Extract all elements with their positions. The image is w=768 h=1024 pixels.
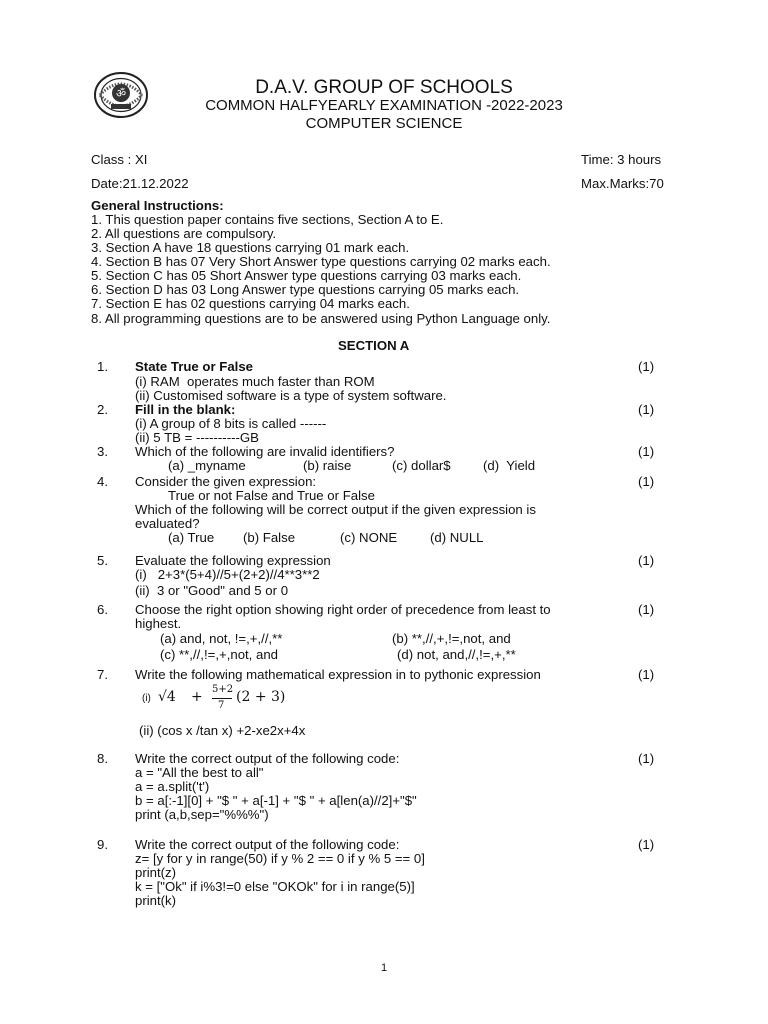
formula-sqrt: √4: [158, 689, 176, 705]
question-text: Write the correct output of the following code:: [135, 751, 400, 766]
exam-title: COMMON HALFYEARLY EXAMINATION -2022-2023: [205, 97, 563, 114]
question-marks: (1): [638, 402, 655, 417]
code-line: b = a[:-1][0] + "$ " + a[-1] + "$ " + a[len(a)//2]+"$": [135, 793, 417, 808]
class-label: Class : XI: [91, 152, 148, 167]
instructions-title: General Instructions:: [91, 198, 224, 213]
time-label: Time: 3 hours: [581, 152, 662, 167]
max-marks-label: Max.Marks:70: [581, 176, 664, 191]
question-text: Evaluate the following expression: [135, 553, 331, 568]
question-marks: (1): [638, 751, 655, 766]
formula-denominator: 7: [218, 700, 225, 711]
question-line: (ii) (cos x /tan x) +2-xe2x+4x: [139, 723, 306, 738]
question-marks: (1): [638, 837, 655, 852]
question-line: (i) 2+3*(5+4)//5+(2+2)//4**3**2: [135, 567, 320, 582]
code-line: print (a,b,sep="%%%"): [135, 807, 269, 822]
date-label: Date:21.12.2022: [91, 176, 189, 191]
question-number: 4.: [97, 474, 108, 489]
instruction-item: 4. Section B has 07 Very Short Answer type questions carrying 02 marks each.: [91, 254, 551, 269]
question-text: State True or False: [135, 359, 253, 374]
question-text: Consider the given expression:: [135, 474, 317, 489]
question-line: True or not False and True or False: [168, 488, 375, 503]
code-line: a = a.split('t'): [135, 779, 210, 794]
option: (d) Yield: [483, 458, 536, 473]
code-line: k = ["Ok" if i%3!=0 else "OKOk" for i in range(5)]: [135, 879, 415, 894]
instruction-item: 3. Section A have 18 questions carrying 01 mark each.: [91, 240, 410, 255]
svg-text:ॐ: ॐ: [115, 87, 127, 100]
question-marks: (1): [638, 444, 655, 459]
section-title: SECTION A: [338, 338, 410, 353]
code-line: print(z): [135, 865, 177, 880]
question-text: Write the correct output of the following code:: [135, 837, 400, 852]
instruction-item: 7. Section E has 02 questions carrying 04 marks each.: [91, 296, 410, 311]
option: (d) NULL: [430, 530, 484, 545]
formula-plus: +: [191, 689, 203, 705]
question-text: Which of the following are invalid identifiers?: [135, 444, 395, 459]
option: (c) NONE: [340, 530, 398, 545]
question-text: Choose the right option showing right order of precedence from least to: [135, 602, 551, 617]
subject-title: COMPUTER SCIENCE: [305, 115, 463, 132]
formula-numerator: 5+2: [212, 684, 234, 695]
option: (c) dollar$: [392, 458, 451, 473]
question-number: 7.: [97, 667, 108, 682]
question-line: (i) RAM operates much faster than ROM: [135, 374, 375, 389]
question-number: 2.: [97, 402, 108, 417]
option: (a) and, not, !=,+,//,**: [160, 631, 283, 646]
option: (a) True: [168, 530, 215, 545]
school-title: D.A.V. GROUP OF SCHOOLS: [255, 77, 513, 98]
code-line: print(k): [135, 893, 177, 908]
question-line: evaluated?: [135, 516, 200, 531]
instruction-item: 8. All programming questions are to be answered using Python Language only.: [91, 311, 551, 326]
question-number: 5.: [97, 553, 108, 568]
question-number: 3.: [97, 444, 108, 459]
question-text: Fill in the blank:: [135, 402, 236, 417]
instruction-item: 6. Section D has 03 Long Answer type questions carrying 05 marks each.: [91, 282, 520, 297]
question-text: Write the following mathematical expression in to pythonic expression: [135, 667, 541, 682]
question-marks: (1): [638, 667, 655, 682]
code-line: a = "All the best to all": [135, 765, 264, 780]
question-number: 8.: [97, 751, 108, 766]
question-marks: (1): [638, 359, 655, 374]
question-number: 1.: [97, 359, 108, 374]
option: (c) **,//,!=,+,not, and: [160, 647, 279, 662]
formula-group: (2 + 3): [236, 689, 286, 705]
code-line: z= [y for y in range(50) if y % 2 == 0 if y % 5 == 0]: [135, 851, 425, 866]
option: (a) _myname: [168, 458, 246, 473]
fraction-bar: [212, 698, 232, 699]
formula-label: (i): [142, 693, 151, 704]
question-marks: (1): [638, 602, 655, 617]
question-line: (ii) 3 or "Good" and 5 or 0: [135, 583, 289, 598]
question-number: 6.: [97, 602, 108, 617]
instruction-item: 5. Section C has 05 Short Answer type questions carrying 03 marks each.: [91, 268, 522, 283]
page-number: 1: [381, 962, 388, 974]
question-number: 9.: [97, 837, 108, 852]
question-marks: (1): [638, 474, 655, 489]
instruction-item: 2. All questions are compulsory.: [91, 226, 277, 241]
question-line: Which of the following will be correct output if the given expression is: [135, 502, 536, 517]
question-line: (ii) Customised software is a type of system software.: [135, 388, 447, 403]
option: (b) False: [243, 530, 296, 545]
option: (d) not, and,//,!=,+,**: [397, 647, 516, 662]
question-line: highest.: [135, 616, 182, 631]
option: (b) raise: [303, 458, 352, 473]
option: (b) **,//,+,!=,not, and: [392, 631, 511, 646]
question-line: (ii) 5 TB = ----------GB: [135, 430, 259, 445]
question-marks: (1): [638, 553, 655, 568]
question-line: (i) A group of 8 bits is called ------: [135, 416, 327, 431]
instruction-item: 1. This question paper contains five sections, Section A to E.: [91, 212, 444, 227]
